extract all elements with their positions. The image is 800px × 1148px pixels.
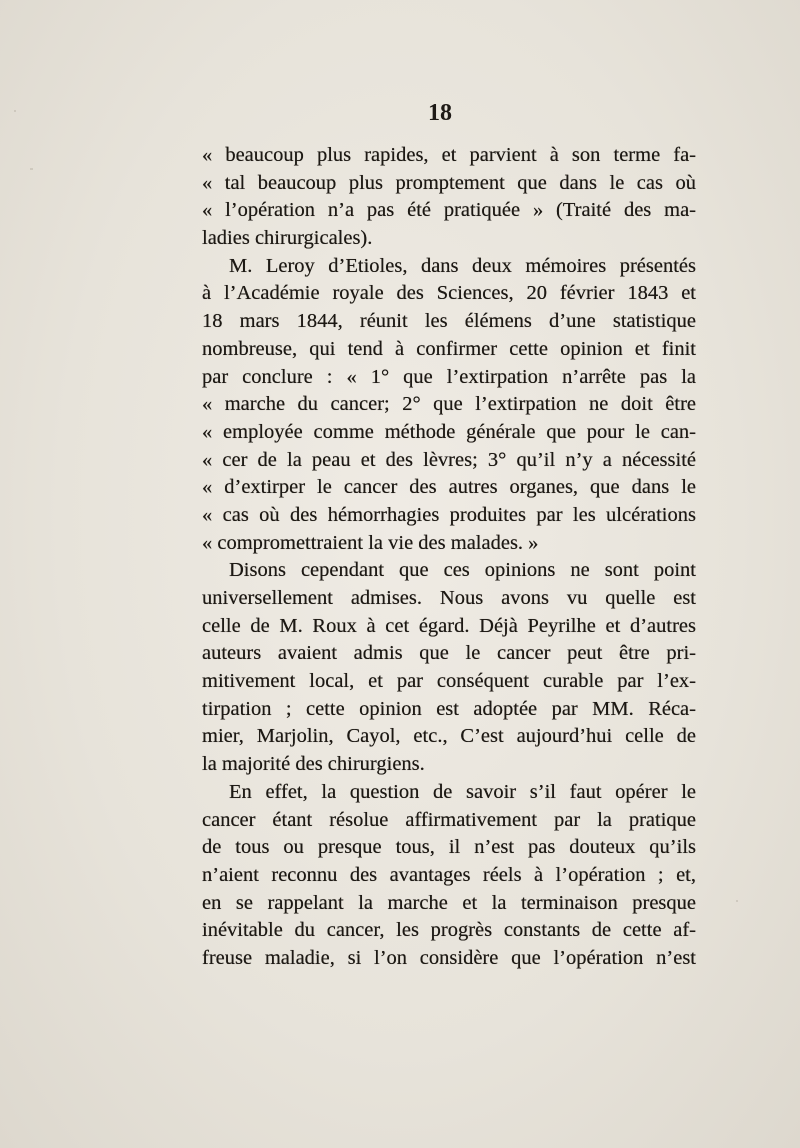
text-line: « employée comme méthode générale que pour le can- (202, 420, 696, 443)
text-line: mier, Marjolin, Cayol, etc., C’est aujourd’hui celle de (202, 725, 696, 748)
text-line: tirpation ; cette opinion est adoptée par MM. Réca- (202, 697, 696, 720)
text-line: par conclure : « 1° que l’extirpation n’arrête pas la (202, 365, 696, 388)
paragraph-start-line: Disons cependant que ces opinions ne sont point (229, 559, 696, 582)
text-line: nombreuse, qui tend à confirmer cette opinion et finit (202, 337, 696, 360)
text-line: auteurs avaient admis que le cancer peut être pri- (202, 642, 696, 665)
paper-speck (14, 110, 16, 112)
text-line: cancer étant résolue affirmativement par la pratique (202, 808, 696, 831)
text-line: inévitable du cancer, les progrès constants de cette af- (202, 919, 696, 942)
text-line: de tous ou presque tous, il n’est pas douteux qu’ils (202, 836, 696, 859)
text-line: « tal beaucoup plus promptement que dans le cas où (202, 171, 696, 194)
text-line: la majorité des chirurgiens. (202, 753, 425, 776)
text-line: « compromettraient la vie des malades. » (202, 531, 539, 554)
text-line: n’aient reconnu des avantages réels à l’opération ; et, (202, 863, 696, 886)
text-line: universellement admises. Nous avons vu quelle est (202, 587, 696, 609)
body-text (202, 142, 696, 973)
text-line: 18 mars 1844, réunit les élémens d’une statistique (202, 310, 696, 333)
paragraph-start-line: En effet, la question de savoir s’il faut opérer le (229, 780, 696, 803)
text-line: celle de M. Roux à cet égard. Déjà Peyrilhe et d’autres (202, 614, 696, 637)
text-line: « l’opération n’a pas été pratiquée » (Traité des ma- (202, 199, 696, 222)
text-line: mitivement local, et par conséquent curable par l’ex- (202, 670, 696, 693)
text-line: à l’Académie royale des Sciences, 20 février 1843 et (202, 282, 696, 305)
text-line: « cas où des hémorrhagies produites par les ulcérations (202, 503, 696, 526)
page-number: 18 (428, 100, 452, 126)
text-line: « d’extirper le cancer des autres organes, que dans le (202, 476, 696, 499)
text-line: en se rappelant la marche et la terminaison presque (202, 891, 696, 914)
paper-speck (736, 900, 738, 902)
paragraph-start-line: M. Leroy d’Etioles, dans deux mémoires présentés (229, 254, 696, 277)
text-line: ladies chirurgicales). (202, 227, 373, 250)
paper-speck (30, 168, 33, 170)
text-line: freuse maladie, si l’on considère que l’opération n’est (202, 946, 696, 969)
text-line: « marche du cancer; 2° que l’extirpation ne doit être (202, 393, 696, 416)
text-line: « cer de la peau et des lèvres; 3° qu’il n’y a nécessité (202, 448, 696, 471)
text-line: « beaucoup plus rapides, et parvient à son terme fa- (202, 144, 696, 166)
